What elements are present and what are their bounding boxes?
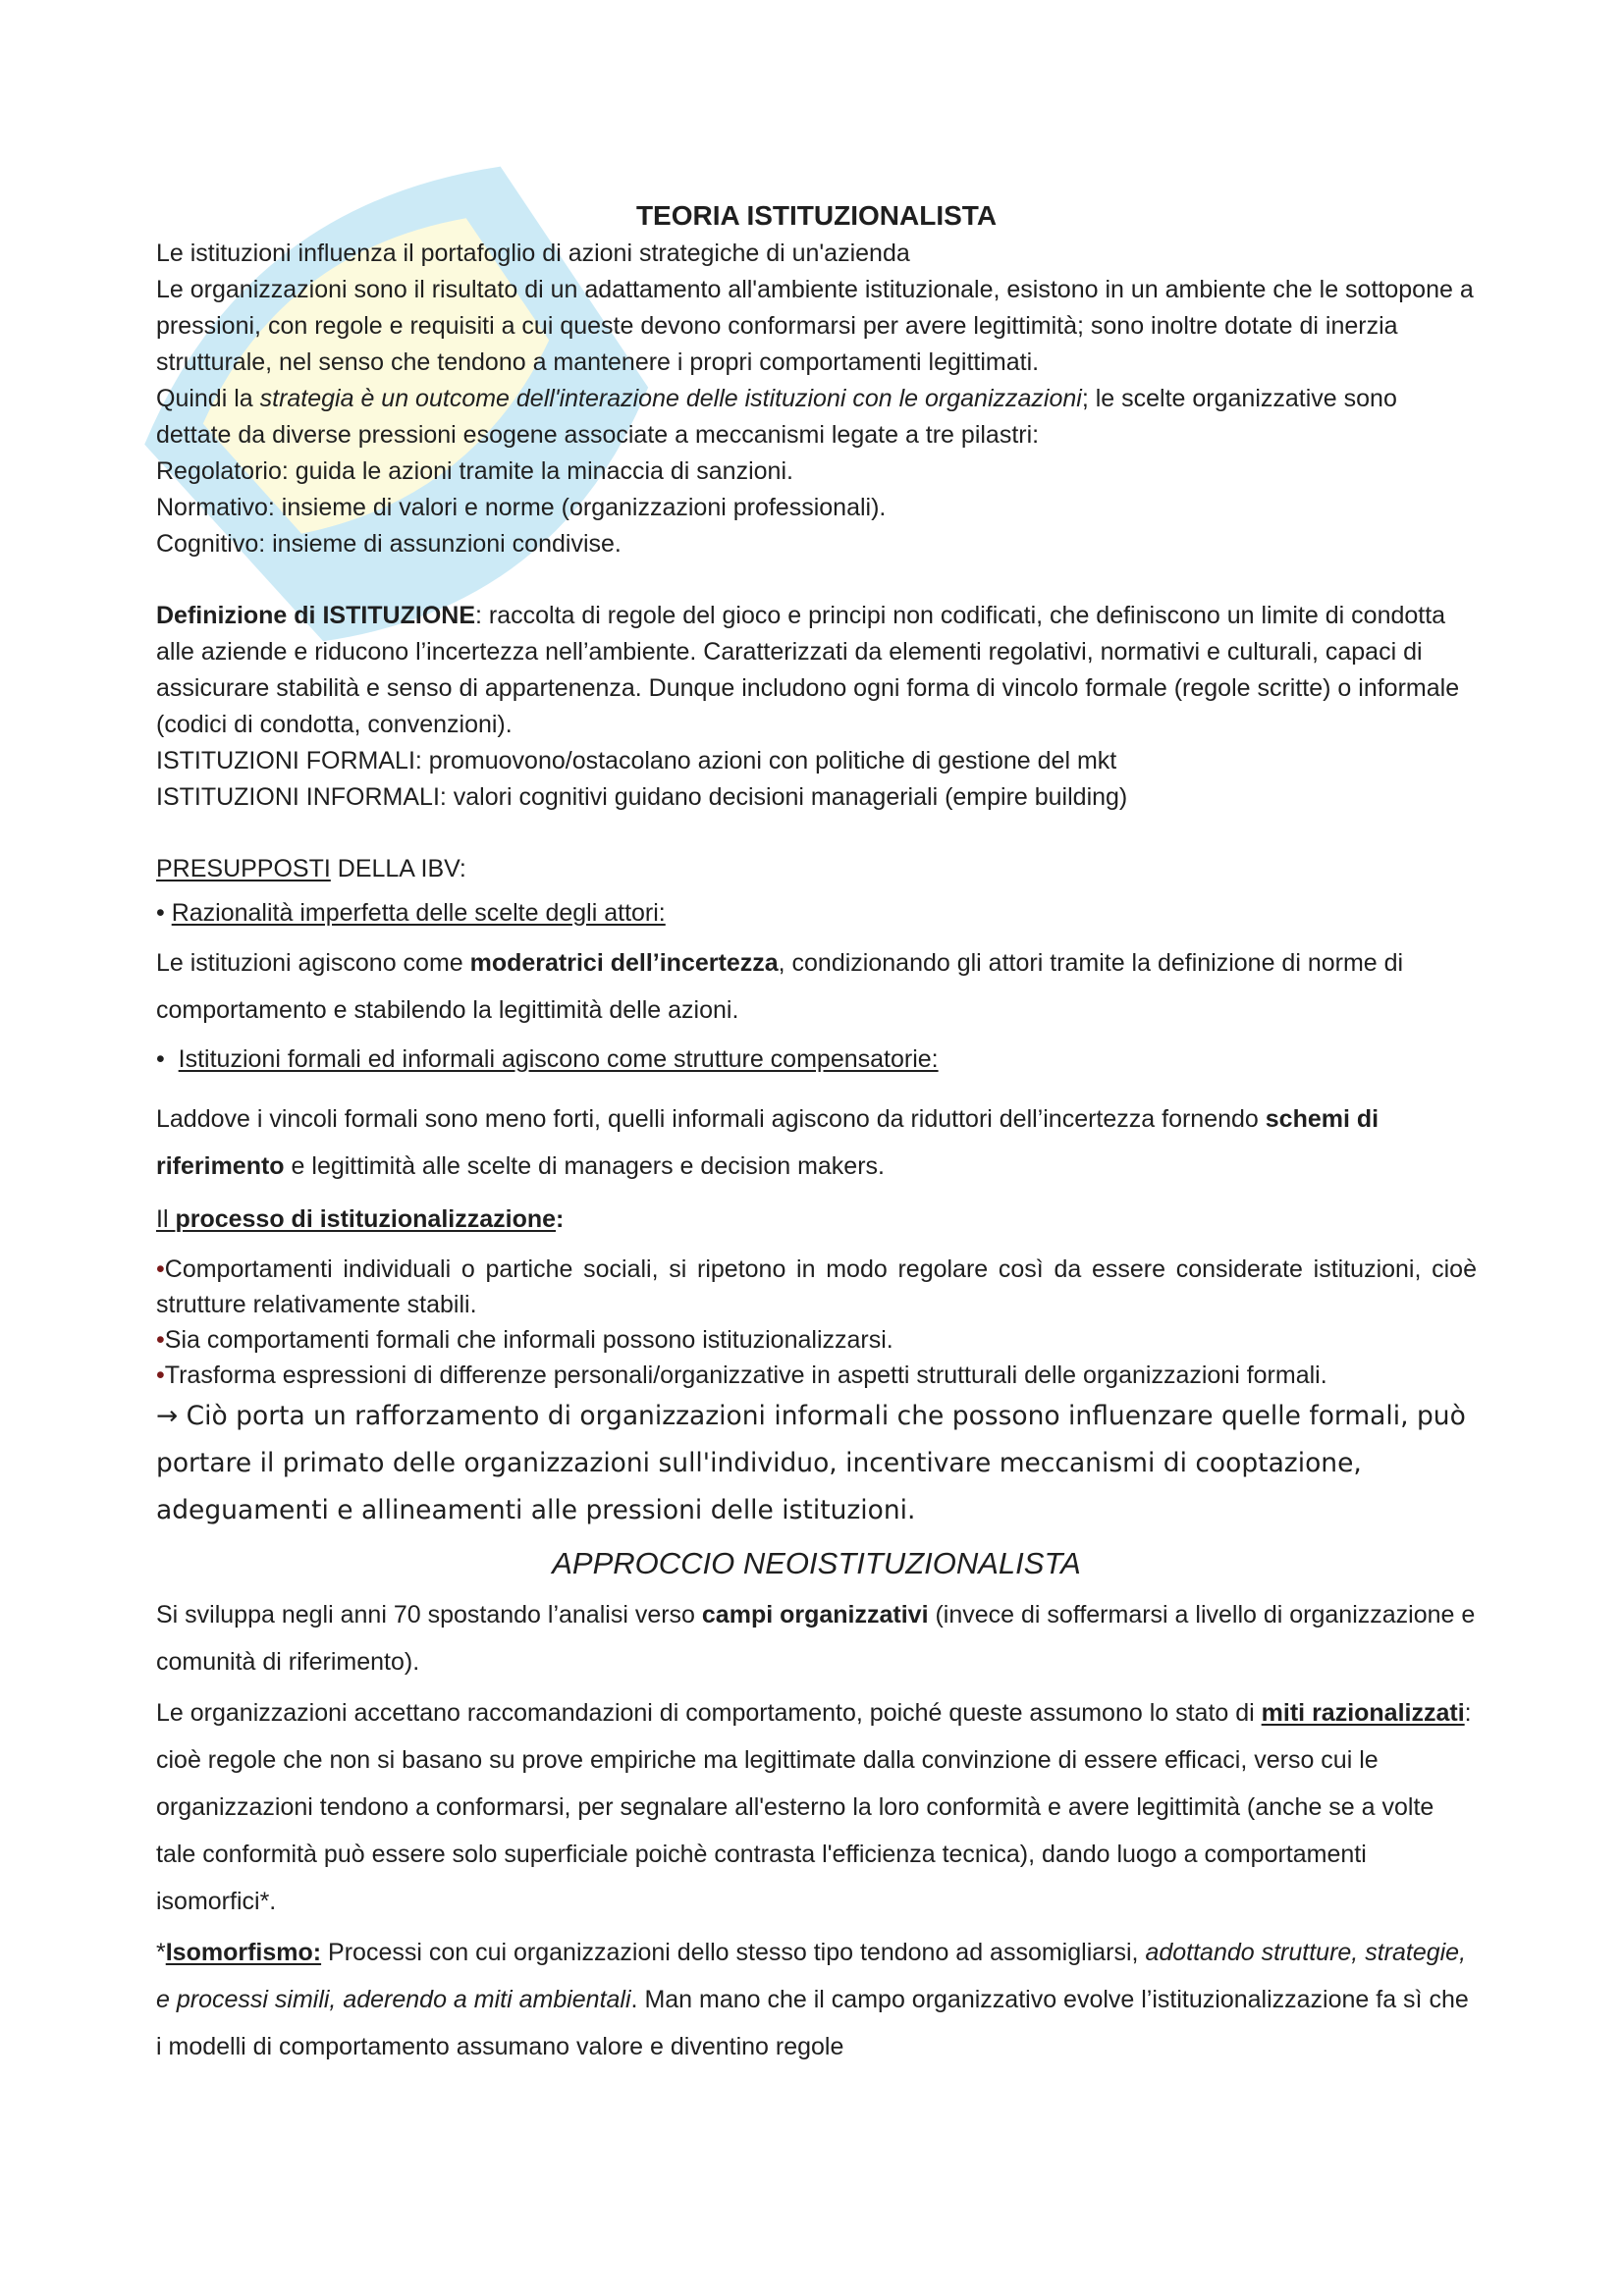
presupposto-1-text: Le istituzioni agiscono come moderatrici dell’incertezza, condizionando gli attori tramite la definizione di norme di comportamento e stabilendo la legittimità delle azioni. (156, 949, 1404, 1024)
processo-item-3: •Trasforma espressioni di differenze personali/organizzative in aspetti strutturali delle organizzazioni formali. (156, 1362, 1327, 1389)
bullet-icon: • (156, 1326, 165, 1354)
intro-first-line: Le istituzioni influenza il portafoglio di azioni strategiche di un'azienda (156, 240, 910, 267)
strategy-paragraph: Quindi la strategia è un outcome dell'interazione delle istituzioni con le organizzazioni; le scelte organizzative sono dettate da diverse pressioni esogene associate a meccanismi legate a tre pilastri: (156, 385, 1397, 449)
neo-paragraph-2: Le organizzazioni accettano raccomandazioni di comportamento, poiché queste assumono lo stato di miti razionalizzati: cioè regole che non si basano su prove empiriche ma legittimate dalla convinzione di essere efficaci, verso cui le organizzazioni tendono a conformarsi, per segnalare all'esterno la loro conformità e avere legittimità (anche se a volte tale conformità può essere solo superficiale poichè contrasta l'efficienza tecnica), dando luogo a comportamenti isomorfici*. (156, 1699, 1472, 1915)
intro-paragraph: Le organizzazioni sono il risultato di un adattamento all'ambiente istituzionale, esistono in un ambiente che le sottopone a pressioni, con regole e requisiti a cui queste devono conformarsi per avere legittimità; sono inoltre dotate di inerzia strutturale, nel senso che tendono a mantenere i propri comportamenti legittimati. (156, 276, 1474, 376)
definition-paragraph: Definizione di ISTITUZIONE: raccolta di regole del gioco e principi non codificati, che definiscono un limite di condotta alle aziende e riducono l’incertezza nell’ambiente. Caratterizzati da elementi regolativi, normativi e culturali, capaci di assicurare stabilità e senso di appartenenza. Dunque includono ogni forma di vincolo formale (regole scritte) o informale (codici di condotta, convenzioni). (156, 602, 1460, 738)
page-title: TEORIA ISTITUZIONALISTA (635, 200, 998, 231)
processo-heading: Il processo di istituzionalizzazione: (156, 1205, 565, 1233)
pillar-normativo: Normativo: insieme di valori e norme (organizzazioni professionali). (156, 494, 887, 521)
presupposto-2-label: • Istituzioni formali ed informali agiscono come strutture compensatorie: (156, 1045, 939, 1073)
pillar-regolatorio: Regolatorio: guida le azioni tramite la minaccia di sanzioni. (156, 457, 793, 485)
neo-paragraph-1: Si sviluppa negli anni 70 spostando l’analisi verso campi organizzativi (invece di soffermarsi a livello di organizzazione e comunità di riferimento). (156, 1601, 1476, 1676)
processo-item-1: •Comportamenti individuali o partiche sociali, si ripetono in modo regolare così da essere considerate istituzioni, cioè strutture relativamente stabili. (156, 1255, 1477, 1318)
pillar-cognitivo: Cognitivo: insieme di assunzioni condivise. (156, 530, 622, 558)
bullet-icon: • (156, 1045, 179, 1073)
istituzioni-formali: ISTITUZIONI FORMALI: promuovono/ostacolano azioni con politiche di gestione del mkt (156, 747, 1117, 774)
istituzioni-informali: ISTITUZIONI INFORMALI: valori cognitivi guidano decisioni manageriali (empire building) (156, 783, 1128, 811)
presupposti-heading: PRESUPPOSTI DELLA IBV: (156, 855, 466, 882)
bullet-icon: • (156, 1362, 165, 1389)
document-page (156, 196, 1477, 2070)
presupposto-2-text: Laddove i vincoli formali sono meno forti, quelli informali agiscono da riduttori dell’incertezza fornendo schemi di riferimento e legittimità alle scelte di managers e decision makers. (156, 1105, 1380, 1180)
bullet-icon: • (156, 1255, 165, 1283)
presupposto-1-label: • Razionalità imperfetta delle scelte degli attori: (156, 899, 666, 927)
processo-conclusion: → Ciò porta un rafforzamento di organizzazioni informali che possono influenzare quelle formali, può portare il primato delle organizzazioni sull'individuo, incentivare meccanismi di cooptazione, adeguamenti e allineamenti alle pressioni delle istituzioni. (156, 1401, 1466, 1525)
neo-paragraph-3: *Isomorfismo: Processi con cui organizzazioni dello stesso tipo tendono ad assomigliarsi, adottando strutture, strategie, e processi simili, aderendo a miti ambientali. Man mano che il campo organizzativo evolve l’istituzionalizzazione fa sì che i modelli di comportamento assumano valore e diventino regole (156, 1939, 1469, 2060)
processo-item-2: •Sia comportamenti formali che informali possono istituzionalizzarsi. (156, 1326, 893, 1354)
arrow-icon: → (156, 1401, 179, 1431)
bullet-icon: • (156, 899, 172, 927)
section-title-neoistituzionalista: APPROCCIO NEOISTITUZIONALISTA (552, 1546, 1081, 1580)
